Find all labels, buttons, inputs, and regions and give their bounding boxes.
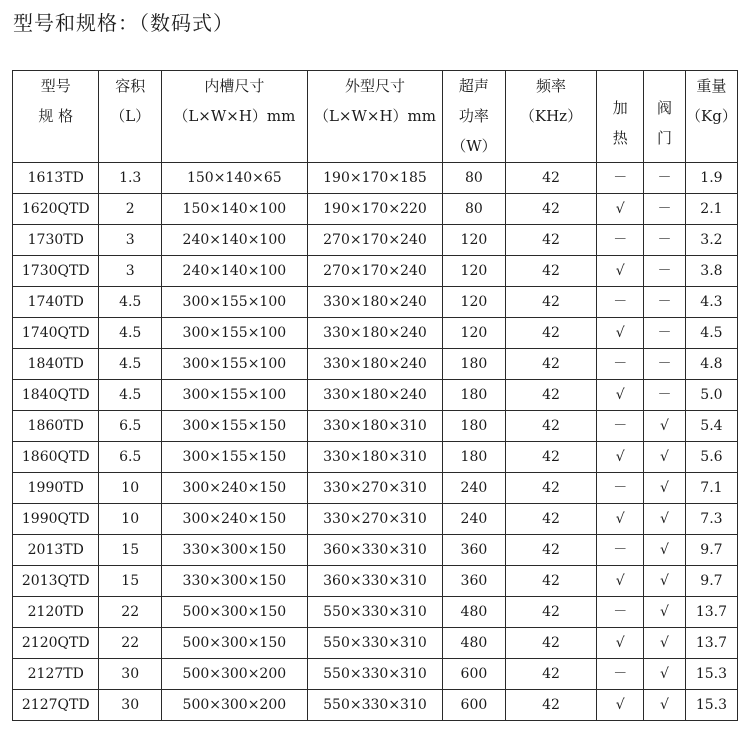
table-row [13, 287, 738, 318]
cell-power: 360 [443, 535, 505, 566]
cell-heating: － [597, 287, 644, 318]
cell-power: 240 [443, 473, 505, 504]
header-weight-line-2: （Kg） [686, 107, 737, 125]
table-row [13, 349, 738, 380]
cell-inner-size: 300×155×150 [161, 411, 307, 442]
cell-inner-size: 500×300×150 [161, 597, 307, 628]
cell-weight: 5.0 [685, 380, 737, 411]
cell-weight: 15.3 [685, 690, 737, 721]
cell-frequency: 42 [505, 194, 597, 225]
cell-weight: 5.4 [685, 411, 737, 442]
cell-frequency: 42 [505, 504, 597, 535]
cell-inner-size: 330×300×150 [161, 535, 307, 566]
cell-model: 1840TD [13, 349, 99, 380]
cell-volume: 22 [99, 597, 161, 628]
cell-power: 80 [443, 163, 505, 194]
cell-volume: 2 [99, 194, 161, 225]
cell-heating: √ [597, 380, 644, 411]
header-valve-line-1: 阀 [657, 99, 673, 117]
cell-valve: － [644, 256, 686, 287]
cell-volume: 1.3 [99, 163, 161, 194]
cell-valve: √ [644, 628, 686, 659]
header-volume [99, 71, 161, 163]
cell-power: 180 [443, 349, 505, 380]
cell-volume: 30 [99, 690, 161, 721]
table-row [13, 194, 738, 225]
cell-frequency: 42 [505, 380, 597, 411]
cell-outer-size: 330×270×310 [307, 504, 442, 535]
table-row [13, 318, 738, 349]
cell-outer-size: 330×180×240 [307, 287, 442, 318]
header-heating [597, 71, 644, 163]
cell-weight: 1.9 [685, 163, 737, 194]
cell-frequency: 42 [505, 411, 597, 442]
cell-frequency: 42 [505, 163, 597, 194]
cell-frequency: 42 [505, 566, 597, 597]
header-frequency-line-1: 频率 [535, 77, 566, 95]
header-outer-size-line-2: （L×W×H）mm [313, 107, 436, 125]
header-power [443, 71, 505, 163]
cell-volume: 4.5 [99, 380, 161, 411]
cell-valve: － [644, 380, 686, 411]
header-heating-wrap [597, 71, 643, 153]
cell-frequency: 42 [505, 256, 597, 287]
cell-heating: － [597, 597, 644, 628]
cell-weight: 13.7 [685, 597, 737, 628]
table-row [13, 504, 738, 535]
cell-model: 2120QTD [13, 628, 99, 659]
cell-volume: 6.5 [99, 442, 161, 473]
cell-inner-size: 240×140×100 [161, 256, 307, 287]
cell-power: 600 [443, 659, 505, 690]
cell-inner-size: 300×240×150 [161, 504, 307, 535]
cell-power: 600 [443, 690, 505, 721]
cell-frequency: 42 [505, 287, 597, 318]
cell-model: 2120TD [13, 597, 99, 628]
cell-valve: － [644, 225, 686, 256]
cell-inner-size: 300×240×150 [161, 473, 307, 504]
cell-model: 1990TD [13, 473, 99, 504]
cell-power: 360 [443, 566, 505, 597]
header-model-line-1: 型号 [40, 77, 71, 95]
cell-power: 120 [443, 287, 505, 318]
cell-outer-size: 330×180×310 [307, 442, 442, 473]
cell-heating: － [597, 535, 644, 566]
cell-volume: 30 [99, 659, 161, 690]
cell-heating: √ [597, 318, 644, 349]
cell-volume: 22 [99, 628, 161, 659]
header-power-line-2: 功率 [458, 107, 489, 125]
header-heating-line-1: 加 [612, 99, 628, 117]
header-inner-size-line-1: 内槽尺寸 [204, 77, 265, 95]
cell-valve: － [644, 318, 686, 349]
cell-volume: 6.5 [99, 411, 161, 442]
table-row [13, 659, 738, 690]
cell-valve: － [644, 194, 686, 225]
header-volume-line-1: 容积 [115, 77, 146, 95]
cell-power: 180 [443, 411, 505, 442]
cell-weight: 7.3 [685, 504, 737, 535]
cell-frequency: 42 [505, 473, 597, 504]
cell-valve: √ [644, 566, 686, 597]
cell-power: 480 [443, 628, 505, 659]
cell-weight: 5.6 [685, 442, 737, 473]
cell-model: 1860TD [13, 411, 99, 442]
cell-valve: √ [644, 659, 686, 690]
cell-inner-size: 500×300×200 [161, 690, 307, 721]
cell-valve: √ [644, 535, 686, 566]
cell-inner-size: 150×140×100 [161, 194, 307, 225]
table-row [13, 442, 738, 473]
cell-valve: √ [644, 411, 686, 442]
cell-heating: √ [597, 194, 644, 225]
cell-valve: √ [644, 504, 686, 535]
table-row [13, 597, 738, 628]
cell-inner-size: 300×155×150 [161, 442, 307, 473]
cell-power: 480 [443, 597, 505, 628]
cell-inner-size: 300×155×100 [161, 380, 307, 411]
cell-valve: √ [644, 597, 686, 628]
cell-volume: 4.5 [99, 349, 161, 380]
cell-weight: 3.8 [685, 256, 737, 287]
header-model [13, 71, 99, 163]
cell-outer-size: 360×330×310 [307, 535, 442, 566]
cell-volume: 4.5 [99, 318, 161, 349]
cell-heating: － [597, 411, 644, 442]
cell-outer-size: 330×180×240 [307, 349, 442, 380]
cell-frequency: 42 [505, 225, 597, 256]
cell-model: 1740TD [13, 287, 99, 318]
cell-model: 1740QTD [13, 318, 99, 349]
cell-weight: 15.3 [685, 659, 737, 690]
cell-outer-size: 330×270×310 [307, 473, 442, 504]
table-body [13, 163, 738, 721]
header-valve-line-2: 门 [657, 129, 673, 147]
cell-inner-size: 300×155×100 [161, 287, 307, 318]
header-valve-wrap [644, 71, 685, 153]
table-row [13, 256, 738, 287]
header-power-line-3: （W） [451, 137, 497, 155]
cell-outer-size: 330×180×310 [307, 411, 442, 442]
header-inner-size-line-2: （L×W×H）mm [173, 107, 296, 125]
cell-model: 1990QTD [13, 504, 99, 535]
cell-outer-size: 550×330×310 [307, 597, 442, 628]
cell-weight: 9.7 [685, 535, 737, 566]
cell-power: 180 [443, 380, 505, 411]
table-row [13, 566, 738, 597]
header-weight [685, 71, 737, 163]
cell-model: 1620QTD [13, 194, 99, 225]
cell-valve: － [644, 163, 686, 194]
cell-inner-size: 240×140×100 [161, 225, 307, 256]
header-volume-line-2: （L） [110, 107, 151, 125]
cell-power: 120 [443, 225, 505, 256]
cell-power: 120 [443, 256, 505, 287]
cell-frequency: 42 [505, 318, 597, 349]
cell-volume: 4.5 [99, 287, 161, 318]
cell-inner-size: 150×140×65 [161, 163, 307, 194]
cell-frequency: 42 [505, 690, 597, 721]
cell-frequency: 42 [505, 442, 597, 473]
table-row [13, 690, 738, 721]
table-row [13, 411, 738, 442]
cell-outer-size: 190×170×185 [307, 163, 442, 194]
cell-volume: 3 [99, 256, 161, 287]
cell-volume: 10 [99, 473, 161, 504]
cell-volume: 15 [99, 566, 161, 597]
cell-power: 120 [443, 318, 505, 349]
table-row [13, 163, 738, 194]
cell-weight: 3.2 [685, 225, 737, 256]
cell-model: 2127TD [13, 659, 99, 690]
cell-weight: 7.1 [685, 473, 737, 504]
header-weight-line-1: 重量 [696, 77, 727, 95]
cell-outer-size: 550×330×310 [307, 659, 442, 690]
cell-valve: － [644, 287, 686, 318]
cell-weight: 9.7 [685, 566, 737, 597]
cell-volume: 3 [99, 225, 161, 256]
header-power-line-1: 超声 [458, 77, 489, 95]
cell-power: 180 [443, 442, 505, 473]
cell-frequency: 42 [505, 628, 597, 659]
cell-model: 1860QTD [13, 442, 99, 473]
cell-model: 1840QTD [13, 380, 99, 411]
table-row [13, 473, 738, 504]
header-heating-line-2: 热 [612, 129, 628, 147]
spec-table [12, 70, 738, 721]
header-model-line-2: 规 格 [38, 107, 74, 125]
header-inner-size [161, 71, 307, 163]
cell-outer-size: 360×330×310 [307, 566, 442, 597]
cell-weight: 4.8 [685, 349, 737, 380]
header-outer-size-line-1: 外型尺寸 [344, 77, 405, 95]
header-frequency [505, 71, 597, 163]
cell-model: 2127QTD [13, 690, 99, 721]
table-row [13, 380, 738, 411]
cell-weight: 4.5 [685, 318, 737, 349]
cell-valve: √ [644, 473, 686, 504]
cell-power: 240 [443, 504, 505, 535]
header-frequency-line-2: （KHz） [519, 107, 583, 125]
cell-outer-size: 270×170×240 [307, 256, 442, 287]
cell-model: 2013TD [13, 535, 99, 566]
cell-frequency: 42 [505, 597, 597, 628]
cell-outer-size: 270×170×240 [307, 225, 442, 256]
cell-valve: √ [644, 442, 686, 473]
cell-model: 1613TD [13, 163, 99, 194]
header-valve [644, 71, 686, 163]
cell-inner-size: 330×300×150 [161, 566, 307, 597]
table-header-row [13, 71, 738, 163]
cell-valve: － [644, 349, 686, 380]
table-row [13, 628, 738, 659]
cell-outer-size: 550×330×310 [307, 628, 442, 659]
cell-inner-size: 500×300×200 [161, 659, 307, 690]
cell-weight: 2.1 [685, 194, 737, 225]
cell-inner-size: 500×300×150 [161, 628, 307, 659]
cell-frequency: 42 [505, 535, 597, 566]
cell-heating: √ [597, 690, 644, 721]
cell-heating: － [597, 473, 644, 504]
header-outer-size [307, 71, 442, 163]
cell-valve: √ [644, 690, 686, 721]
cell-heating: － [597, 349, 644, 380]
cell-volume: 10 [99, 504, 161, 535]
cell-weight: 13.7 [685, 628, 737, 659]
cell-frequency: 42 [505, 349, 597, 380]
cell-weight: 4.3 [685, 287, 737, 318]
table-row [13, 225, 738, 256]
cell-inner-size: 300×155×100 [161, 318, 307, 349]
cell-heating: √ [597, 628, 644, 659]
cell-power: 80 [443, 194, 505, 225]
cell-volume: 15 [99, 535, 161, 566]
cell-outer-size: 330×180×240 [307, 318, 442, 349]
table-row [13, 535, 738, 566]
cell-inner-size: 300×155×100 [161, 349, 307, 380]
cell-heating: － [597, 659, 644, 690]
cell-model: 2013QTD [13, 566, 99, 597]
cell-model: 1730TD [13, 225, 99, 256]
cell-heating: － [597, 225, 644, 256]
cell-heating: √ [597, 256, 644, 287]
cell-outer-size: 190×170×220 [307, 194, 442, 225]
cell-heating: √ [597, 504, 644, 535]
cell-heating: √ [597, 566, 644, 597]
cell-outer-size: 550×330×310 [307, 690, 442, 721]
page-title: 型号和规格：（数码式） [13, 11, 234, 35]
cell-model: 1730QTD [13, 256, 99, 287]
cell-heating: － [597, 163, 644, 194]
cell-frequency: 42 [505, 659, 597, 690]
cell-heating: √ [597, 442, 644, 473]
cell-outer-size: 330×180×240 [307, 380, 442, 411]
